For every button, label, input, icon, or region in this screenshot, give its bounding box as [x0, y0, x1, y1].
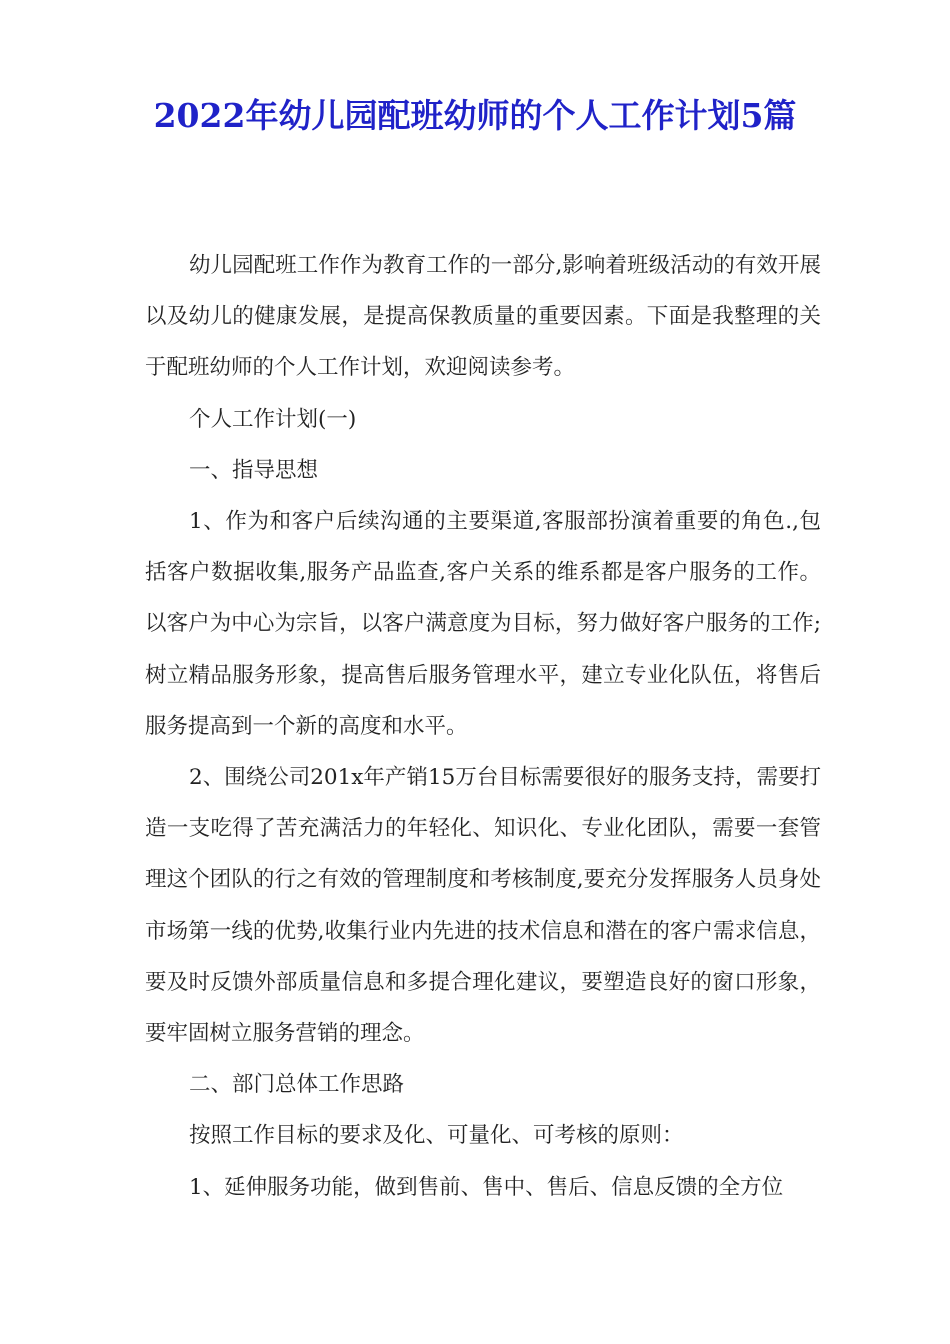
section-heading-plan-1: 个人工作计划(一)	[189, 406, 357, 432]
document-title: 2022年幼儿园配班幼师的个人工作计划5篇	[153, 96, 797, 135]
section-heading-guiding-thought: 一、指导思想	[189, 457, 319, 483]
paragraph-item-2: 2、围绕公司201x年产销15万台目标需要很好的服务支持，需要打造一支吃得了苦充满活力的年轻化、知识化、专业化团队，需要一套管理这个团队的行之有效的管理制度和考核制度,要充分发挥服务人员身处市场第一线的优势,收集行业内先进的技术信息和潜在的客户需求信息，要及时反馈外部质量信息和多提合理化建议，要塑造良好的窗口形象，要牢固树立服务营销的理念。	[145, 765, 821, 1047]
document-body	[145, 240, 821, 1213]
paragraph-extend-service: 1、延伸服务功能，做到售前、售中、售后、信息反馈的全方位	[189, 1174, 784, 1200]
section-heading-department-approach: 二、部门总体工作思路	[189, 1072, 405, 1098]
paragraph-principles: 按照工作目标的要求及化、可量化、可考核的原则：	[189, 1123, 684, 1149]
paragraph-item-1: 1、作为和客户后续沟通的主要渠道,客服部扮演着重要的角色.,包括客户数据收集,服务产品监查,客户关系的维系都是客户服务的工作。以客户为中心为宗旨，以客户满意度为目标，努力做好客户服务的工作;树立精品服务形象，提高售后服务管理水平，建立专业化队伍，将售后服务提高到一个新的高度和水平。	[145, 509, 821, 739]
paragraph-intro: 幼儿园配班工作作为教育工作的一部分,影响着班级活动的有效开展以及幼儿的健康发展，是提高保教质量的重要因素。下面是我整理的关于配班幼师的个人工作计划，欢迎阅读参考。	[145, 253, 821, 381]
